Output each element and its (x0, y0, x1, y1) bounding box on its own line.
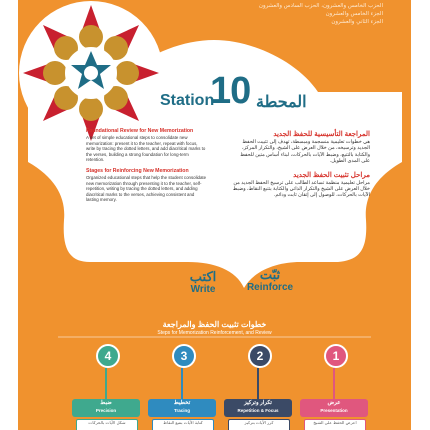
section-body: مراحل تعليمية منظمة تساعد الطالب على ترسيخ الحفظ الجديد من خلال العرض على الشيخ والتكرار الذاتي والكتابة بتتبع النقاط، وضبط الآيات بالحركات، للوصول إلى إتقان ثابت ودائم. (232, 179, 370, 199)
step-number: 2 (248, 344, 272, 368)
word-reinforce-ar: ثبّت (259, 267, 281, 282)
step-label-en: Repetition & Focus (237, 408, 279, 413)
station-label-ar: المحطة (256, 94, 307, 111)
step-label-ar: تكرار وتركيز (244, 400, 272, 406)
step-description: كرر الآيات بتركيز (228, 419, 290, 430)
header-line: الجزء الخامس والعشرون (325, 11, 383, 17)
station-title (160, 70, 360, 110)
step-item (218, 344, 298, 430)
step-number: 3 (172, 344, 196, 368)
poster (18, 0, 411, 430)
step-item (66, 344, 146, 430)
step-item (294, 344, 374, 430)
steps-title-ar: خطوات تثبيت الحفظ والمراجعة (162, 320, 267, 329)
step-stem (181, 368, 183, 399)
steps-title (18, 320, 411, 336)
word-reinforce (240, 268, 300, 293)
word-reinforce-en: Reinforce (246, 282, 294, 293)
step-description: شكل الآيات بالحركات (76, 419, 138, 430)
step-label-ar: ضبط (100, 400, 112, 406)
step-label-en: Presentation (320, 408, 348, 413)
step-label-ar: عرض (327, 400, 341, 406)
step-label-en: Tracing (173, 408, 190, 413)
word-write (178, 270, 228, 295)
step-caption (224, 399, 292, 417)
step-stem (257, 368, 259, 399)
step-stem (333, 368, 335, 399)
step-number: 1 (324, 344, 348, 368)
section-heading: Stages for Reinforcing New Memorization (86, 167, 189, 174)
section-body: Organized educational steps that help the student consolidate new memorization through presenting it to the teacher, self-repetition, writing by tracing the dotted letters, and adding diacritical marks to the verses, achieving consistent and lasting memory. (86, 174, 207, 203)
english-column (86, 128, 208, 208)
step-stem (105, 368, 107, 399)
step-caption (148, 399, 216, 417)
step-caption (72, 399, 140, 417)
step-description: كتابة الآيات بتتبع النقاط (152, 419, 214, 430)
section-heading: Foundational Review for New Memorization (86, 128, 194, 134)
section-heading: المراجعة التأسيسية للحفظ الجديد (273, 131, 370, 138)
step-number: 4 (96, 344, 120, 368)
step-label-en: Precision (95, 408, 117, 413)
header-line: الجزء الثاني والعشرون (331, 19, 383, 25)
station-label-en: Station (160, 92, 215, 109)
section-heading: مراحل تثبيت الحفظ الجديد (293, 171, 370, 179)
rosette-ornament (19, 1, 163, 145)
word-write-ar: اكتب (189, 269, 217, 284)
header-line: الحزب الخامس والعشرون، الحزب السادس والعشرون (258, 3, 383, 9)
steps-title-en: Steps for Memorization Reinforcement, and Review (157, 330, 272, 336)
word-write-en: Write (190, 284, 216, 295)
step-label-ar: تخطيط (173, 400, 191, 406)
step-item (142, 344, 222, 430)
arabic-column (232, 130, 370, 205)
step-description: اعرض الحفظ على الشيخ (304, 419, 366, 430)
station-number: 10 (210, 70, 251, 112)
section-body: هي خطوات تعليمية منسجمة ومبسطة، تهدف إلى تثبيت الحفظ الجديد وترسيخه، من خلال العرض على الشيخ، والتكرار المركز، والكتابة بالتتبع، وضبط الآيات بالحركات، لبناء أساس متين للحفظ على المدى الطويل. (240, 139, 370, 165)
section-body: A set of simple educational steps to consolidate new memorization: present it to the teacher, repeat with focus, write by tracing the dotted letters, and add diacritical marks to the verses, building a strong foundation for long-term retention. (86, 135, 206, 163)
step-caption (300, 399, 368, 417)
